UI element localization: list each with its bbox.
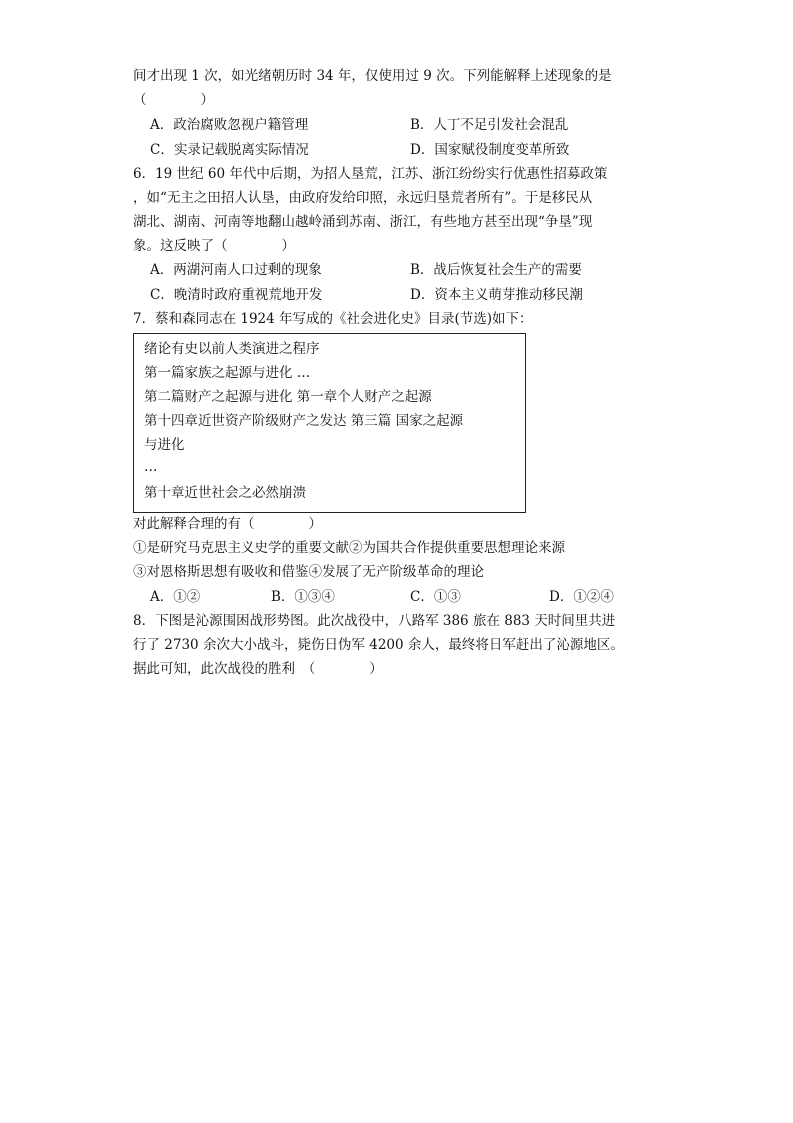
q5-option-a: A．政治腐败忽视户籍管理 [150,117,309,133]
q6-option-c: C．晚清时政府重视荒地开发 [150,287,323,303]
q6-option-d: D．资本主义萌芽推动移民潮 [410,287,583,303]
toc-line: 绪论有史以前人类演进之程序 [144,341,320,357]
q8-stem-line2: 行了 2730 余次大小战斗，毙伤日伪军 4200 余人，最终将日军赶出了沁源地区。 [133,637,624,653]
q7-question: 对此解释合理的有（ ） [133,516,322,532]
toc-line: 与进化 [144,437,185,453]
q6-stem-line3: 湖北、湖南、河南等地翻山越岭涌到苏南、浙江，有些地方甚至出现“争垦”现 [133,214,593,230]
q6-stem-line1: 6．19 世纪 60 年代中后期，为招人垦荒，江苏、浙江纷纷实行优惠性招募政策 [133,166,608,182]
q5-option-d: D．国家赋役制度变革所致 [410,142,570,158]
toc-line: 第十章近世社会之必然崩溃 [144,485,306,501]
q8-stem-line1: 8．下图是沁源围困战形势图。此次战役中，八路军 386 旅在 883 天时间里共进 [133,613,616,629]
q7-stem: 7．蔡和森同志在 1924 年写成的《社会进化史》目录(节选)如下： [133,311,533,327]
q6-option-a: A．两湖河南人口过剩的现象 [150,262,322,278]
q5-stem-line2: （ ） [133,92,214,108]
q5-option-b: B．人丁不足引发社会混乱 [410,117,569,133]
toc-line: … [144,459,158,475]
q7-statement-1: ①是研究马克思主义史学的重要文献②为国共合作提供重要思想理论来源 [133,540,565,556]
q6-option-b: B．战后恢复社会生产的需要 [410,262,582,278]
q7-option-a: A．①② [150,589,201,605]
toc-line: 第二篇财产之起源与进化 第一章个人财产之起源 [144,389,432,405]
q5-option-c: C．实录记载脱离实际情况 [150,142,309,158]
q8-stem-line3: 据此可知，此次战役的胜利 （ ） [133,661,383,677]
q6-stem-line4: 象。这反映了（ ） [133,238,295,254]
table-of-contents-box [133,333,526,513]
q7-option-d: D．①②④ [549,589,614,605]
toc-line: 第十四章近世资产阶级财产之发达 第三篇 国家之起源 [144,413,464,429]
toc-line: 第一篇家族之起源与进化 … [144,365,311,381]
q5-stem-line1: 间才出现 1 次，如光绪朝历时 34 年，仅使用过 9 次。下列能解释上述现象的是 [133,68,612,84]
q7-option-c: C．①③ [410,589,461,605]
q6-stem-line2: ，如“无主之田招人认垦，由政府发给印照，永远归垦荒者所有”。于是移民从 [133,190,593,206]
q7-statement-2: ③对恩格斯思想有吸收和借鉴④发展了无产阶级革命的理论 [133,564,484,580]
q7-option-b: B．①③④ [271,589,335,605]
